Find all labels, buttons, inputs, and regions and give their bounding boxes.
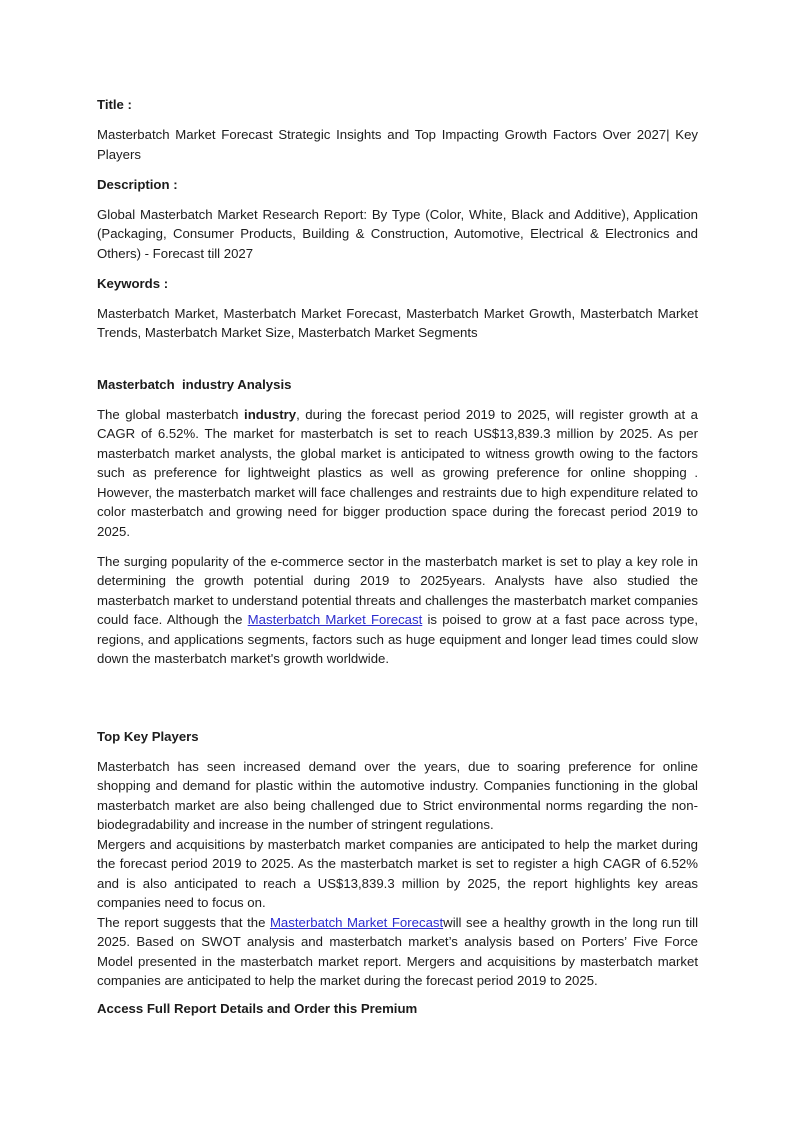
analysis-paragraph-2 bbox=[97, 552, 698, 669]
keywords-text: Masterbatch Market, Masterbatch Market Forecast, Masterbatch Market Growth, Masterbatch Market Trends, Masterbatch Market Size, Masterbatch Market Segments bbox=[97, 305, 698, 340]
bold-text-segment: industry bbox=[244, 406, 297, 422]
paragraph-text-segment: The global masterbatch bbox=[97, 406, 245, 422]
paragraph-text-segment: The surging popularity of the e-commerce sector in the masterbatch market is set to play a key role in determining the growth potential during 2019 to 2025years. Analysts have also studied the masterbatch market to understand potential threats and challenges the masterbatch market companies could face. Although the bbox=[97, 553, 698, 627]
description-text: Global Masterbatch Market Research Report: By Type (Color, White, Black and Additive), Application (Packaging, Consumer Products, Building & Construction, Automotive, Electrical & Electronics and Others) - Forecast till 2027 bbox=[97, 206, 698, 261]
title-label: Title : bbox=[97, 97, 132, 112]
paragraph-text-segment: The report suggests that the bbox=[97, 914, 270, 930]
players-masterbatch-market-forecast-link[interactable]: Masterbatch Market Forecast bbox=[269, 914, 444, 930]
title-text: Masterbatch Market Forecast Strategic Insights and Top Impacting Growth Factors Over 2027| Key Players bbox=[97, 127, 698, 162]
access-report-heading: Access Full Report Details and Order this Premium bbox=[97, 1000, 418, 1016]
paragraph-text-segment: will see a healthy growth in the long run till 2025. Based on SWOT analysis and masterbatch market’s analysis based on Porters’ Five Force Model presented in the masterbatch market report. Mergers and acquisitions by masterbatch market companies are anticipated to help the market during the forecast period 2019 to 2025. bbox=[97, 914, 698, 988]
analysis-heading: Masterbatch industry Analysis bbox=[97, 376, 292, 392]
top-key-players-heading: Top Key Players bbox=[97, 728, 199, 744]
paragraph-text-segment: is poised to grow at a fast pace across type, regions, and applications segments, factors such as huge equipment and longer lead times could slow down the masterbatch market's growth worldwide. bbox=[97, 612, 699, 666]
description-label: Description : bbox=[97, 176, 178, 192]
players-paragraph-3 bbox=[97, 913, 698, 991]
paragraph-text-segment: , during the forecast period 2019 to 2025, will register growth at a CAGR of 6.52%. The market for masterbatch is set to reach US$13,839.3 million by 2025. As per masterbatch market analysts, the global market is anticipated to witness growth owing to the factors such as preference for lightweight plastics as well as growing preference for online shopping . However, the masterbatch market will face challenges and restraints due to high expenditure related to color masterbatch and growing need for bigger production space during the forecast period 2019 to 2025. bbox=[97, 406, 698, 539]
analysis-paragraph-1 bbox=[97, 405, 698, 542]
keywords-label: Keywords : bbox=[97, 275, 169, 291]
players-paragraph-2: Mergers and acquisitions by masterbatch market companies are anticipated to help the market during the forecast period 2019 to 2025. As the masterbatch market is set to register a high CAGR of 6.52% and is also anticipated to reach a US$13,839.3 million by 2025, the report highlights key areas companies need to focus on. bbox=[97, 836, 698, 910]
analysis-masterbatch-market-forecast-link[interactable]: Masterbatch Market Forecast bbox=[247, 612, 423, 627]
players-paragraph-1: Masterbatch has seen increased demand over the years, due to soaring preference for online shopping and demand for plastic within the automotive industry. Companies functioning in the global masterbatch market are also being challenged due to Strict environmental norms regarding the non-biodegradability and increase in the number of stringent regulations. bbox=[97, 758, 698, 832]
